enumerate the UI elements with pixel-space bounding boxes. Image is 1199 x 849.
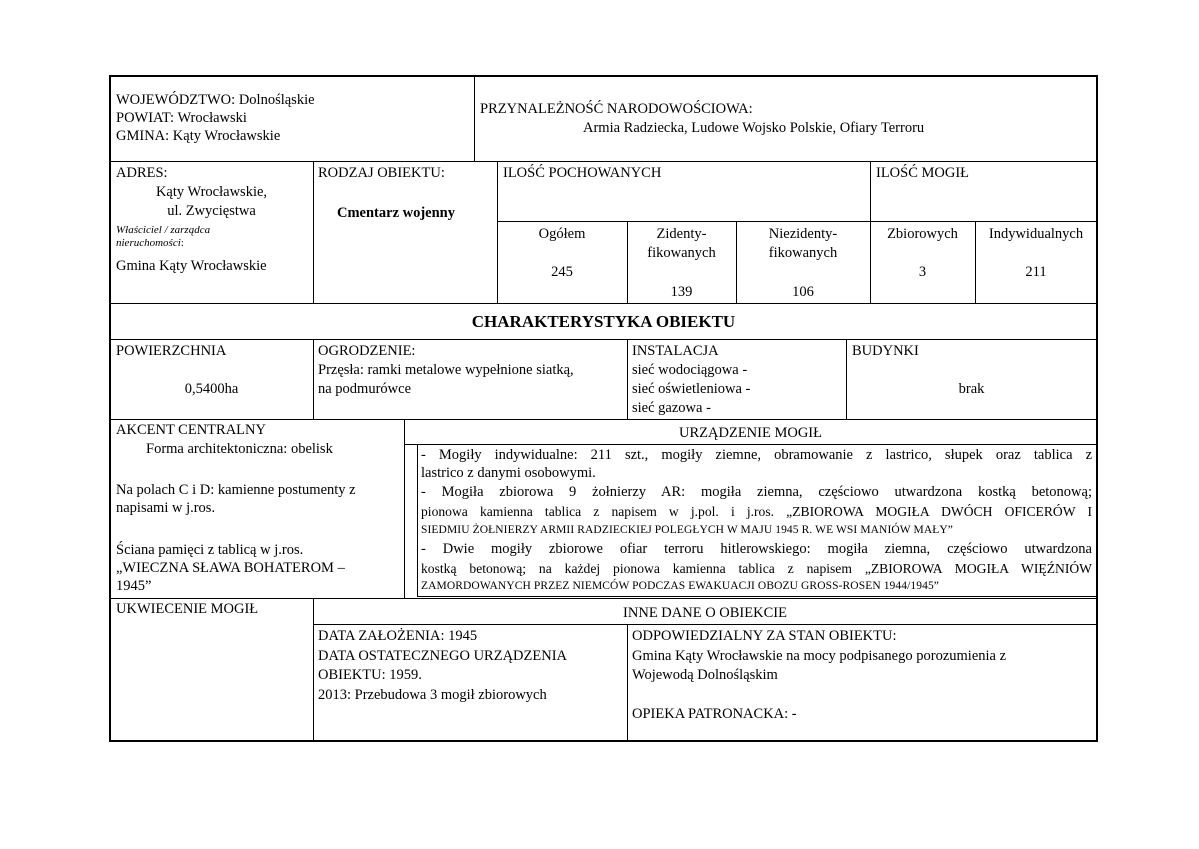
niezidenty-label-1: Niezidenty- [768, 226, 838, 242]
adres-line2: ul. Zwycięstwa [167, 203, 256, 219]
odpowiedzialny-line2: Wojewodą Dolnośląskim [632, 667, 778, 683]
row-divider-ilosc [497, 221, 1097, 222]
urzadzenie-p2b: pionowa kamienna tablica z napisem w j.pol. i j.ros. „ZBIOROWA MOGIŁA DWÓCH OFICERÓW I [421, 504, 1092, 519]
row-divider-urz-label [404, 444, 1097, 445]
col-divider-header [474, 76, 475, 161]
urzadzenie-p2c: SIEDMIU ŻOŁNIERZY ARMII RADZIECKIEJ POLEGŁYCH W MAJU 1945 R. WE WSI MANIÓW MAŁY” [421, 524, 953, 536]
data-urzadzenia-1: DATA OSTATECZNEGO URZĄDZENIA [318, 648, 567, 664]
col-divider-inne [627, 624, 628, 741]
instalacja-line1: sieć wodociągowa - [632, 362, 748, 378]
akcent-line4: Ściana pamięci z tablicą w j.ros. [116, 542, 304, 558]
niezidenty-label-2: fikowanych [768, 245, 838, 261]
section-title-text: CHARAKTERYSTYKA OBIEKTU [471, 312, 736, 331]
col-divider-adres [313, 161, 314, 303]
gmina-line [116, 128, 280, 145]
urzadzenie-p1a: - Mogiły indywidualne: 211 szt., mogiły ziemne, obramowanie z lastrico, słupek oraz tablica z [421, 447, 1092, 463]
wlasciciel-label-2: nieruchomości [116, 237, 181, 249]
col-divider-instalacja [846, 339, 847, 419]
section-title [110, 312, 1097, 332]
przynaleznosc-label: PRZYNALEŻNOŚĆ NARODOWOŚCIOWA: [480, 101, 753, 117]
zidenty-label-2: fikowanych [647, 245, 716, 261]
data-zalozenia: DATA ZAŁOŻENIA: 1945 [318, 628, 478, 644]
akcent-label: AKCENT CENTRALNY [116, 422, 266, 438]
row-divider-inne-label [313, 624, 1097, 625]
urzadzenie-p3a: - Dwie mogiły zbiorowe ofiar terroru hitlerowskiego: mogiła ziemna, częściowo utwardzona [421, 541, 1092, 557]
ilosc-pochowanych-label: ILOŚĆ POCHOWANYCH [503, 165, 662, 181]
wlasciciel-colon: : [180, 237, 184, 249]
zidenty-value: 139 [670, 284, 693, 300]
rodzaj-value-text: Cmentarz wojenny [337, 205, 455, 221]
row-divider-title [110, 339, 1097, 340]
ilosc-mogil-label: ILOŚĆ MOGIŁ [876, 165, 970, 181]
urzadzenie-label: URZĄDZENIE MOGIŁ [679, 425, 822, 441]
row-divider-akcent [110, 598, 1097, 599]
powiat-label: POWIAT: [116, 110, 175, 126]
odpowiedzialny-label: ODPOWIEDZIALNY ZA STAN OBIEKTU: [632, 628, 897, 644]
wojewodztwo-label: WOJEWÓDZTWO: [116, 92, 236, 108]
ogolem-value: 245 [551, 264, 573, 280]
row-divider-urz-inner [417, 596, 1097, 597]
powierzchnia-label: POWIERZCHNIA [116, 343, 227, 359]
wlasciciel-label-1: Właściciel / zarządca [116, 224, 211, 236]
powierzchnia-value: 0,5400ha [184, 381, 239, 397]
indywidualnych-value: 211 [1025, 264, 1047, 280]
adres-label: ADRES: [116, 165, 168, 181]
odpowiedzialny-line1: Gmina Kąty Wrocławskie na mocy podpisanego porozumienia z [632, 648, 1007, 664]
adres-line1: Kąty Wrocławskie, [155, 184, 268, 200]
ukwiecenie-label: UKWIECENIE MOGIŁ [116, 601, 259, 617]
zbiorowych-value: 3 [918, 264, 927, 280]
col-divider-ogrodzenie [627, 339, 628, 419]
ogrodzenie-line1: Przęsła: ramki metalowe wypełnione siatką, [318, 362, 574, 378]
przynaleznosc-value: Armia Radziecka, Ludowe Wojsko Polskie, Ofiary Terroru [583, 120, 925, 136]
ogrodzenie-label: OGRODZENIE: [318, 343, 416, 359]
gmina-label: GMINA: [116, 128, 170, 144]
inne-label: INNE DANE O OBIEKCIE [623, 605, 787, 621]
indywidualnych-label: Indywidualnych [988, 226, 1084, 242]
budynki-value: brak [958, 381, 985, 397]
wojewodztwo-value: Dolnośląskie [238, 92, 315, 108]
rodzaj-label: RODZAJ OBIEKTU: [318, 165, 445, 181]
powiat-value: Wrocławski [177, 110, 247, 126]
gmina-value: Kąty Wrocławskie [172, 128, 281, 144]
row-divider-char [110, 419, 1097, 420]
rodzaj-value [337, 205, 455, 222]
urzadzenie-p2a: - Mogiła zbiorowa 9 żołnierzy AR: mogiła ziemna, częściowo utwardzona kostką betonową; [421, 484, 1092, 500]
opieka-patronacka: OPIEKA PATRONACKA: - [632, 706, 797, 722]
akcent-line3: napisami w j.ros. [116, 500, 216, 516]
urzadzenie-p3c: ZAMORDOWANYCH PRZEZ NIEMCÓW PODCZAS EWAKUACJI OBOZU GROSS-ROSEN 1944/1945” [421, 580, 939, 592]
akcent-line6: 1945” [116, 578, 152, 594]
instalacja-line2: sieć oświetleniowa - [632, 381, 751, 397]
col-divider-urz-inner [417, 444, 418, 596]
ogolem-label: Ogółem [538, 226, 586, 242]
akcent-line5: „WIECZNA SŁAWA BOHATEROM – [116, 560, 345, 576]
niezidenty-value: 106 [792, 284, 814, 300]
row-divider-header [110, 161, 1097, 162]
wojewodztwo-line [116, 92, 315, 109]
data-urzadzenia-2: OBIEKTU: 1959. [318, 667, 422, 683]
col-divider-akcent [404, 419, 405, 598]
powiat-line [116, 110, 247, 127]
col-divider-powierzchnia [313, 339, 314, 419]
instalacja-line3: sieć gazowa - [632, 400, 711, 416]
urzadzenie-p1b: lastrico z danymi osobowymi. [421, 465, 596, 481]
zidenty-label-1: Zidenty- [656, 226, 707, 242]
row-divider-info [110, 303, 1097, 304]
wlasciciel-value: Gmina Kąty Wrocławskie [116, 258, 267, 274]
ogrodzenie-line2: na podmurówce [318, 381, 412, 397]
budynki-label: BUDYNKI [852, 343, 919, 359]
zbiorowych-label: Zbiorowych [887, 226, 958, 242]
przebudowa: 2013: Przebudowa 3 mogił zbiorowych [318, 687, 547, 703]
wlasciciel-label [116, 224, 210, 250]
instalacja-label: INSTALACJA [632, 343, 719, 359]
akcent-line2: Na polach C i D: kamienne postumenty z [116, 482, 356, 498]
akcent-line1: Forma architektoniczna: obelisk [146, 441, 333, 457]
urzadzenie-p3b: kostką betonową; na każdej pionowa kamienna tablica z napisem „ZBIOROWA MOGIŁA WIĘŹNIÓW [421, 561, 1092, 576]
